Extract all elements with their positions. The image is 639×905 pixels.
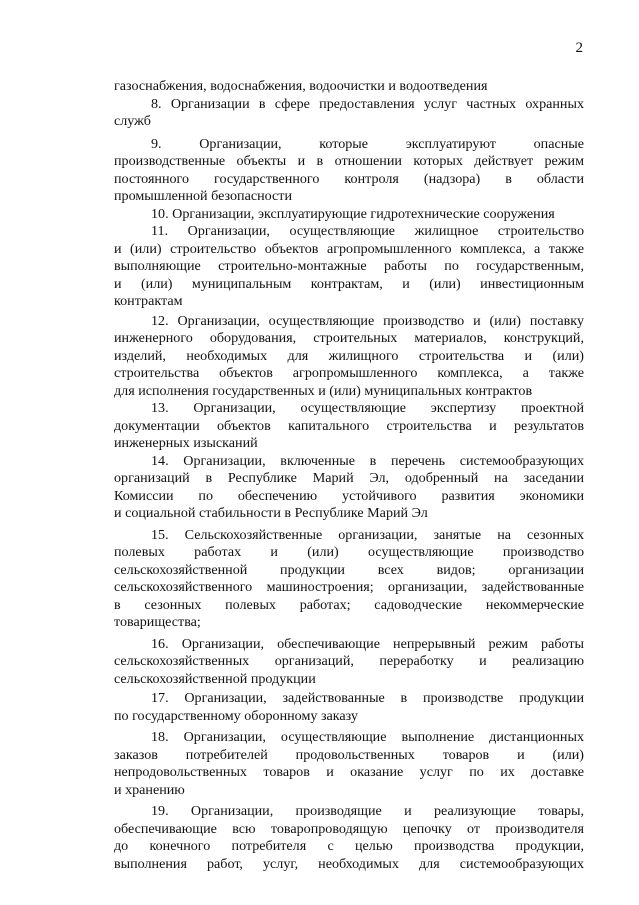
text-line: газоснабжения, водоснабжения, водоочистки и водоотведения bbox=[114, 78, 488, 94]
text-line: по государственному оборонному заказу bbox=[114, 707, 358, 724]
page-number: 2 bbox=[575, 40, 583, 56]
text-line: служб bbox=[114, 113, 151, 129]
text-line: 18. Организации, осуществляющие выполнение дистанционных bbox=[151, 729, 584, 745]
text-line: инженерных изысканий bbox=[114, 435, 258, 451]
text-line: инженерного оборудования, строительных материалов, конструкций, bbox=[114, 330, 584, 346]
text-line: 14. Организации, включенные в перечень системообразующих bbox=[151, 452, 584, 469]
text-line: и (или) строительство объектов агропромышленного комплекса, а также bbox=[114, 240, 584, 257]
text-line: 17. Организации, задействованные в производстве продукции bbox=[151, 690, 584, 706]
text-line: выполняющие строительно-монтажные работы по государственным, bbox=[114, 258, 584, 274]
text-line: товарищества; bbox=[114, 614, 201, 630]
text-line: 11. Организации, осуществляющие жилищное строительство bbox=[151, 223, 584, 239]
text-line: сельскохозяйственных организаций, переработку и реализацию bbox=[114, 653, 584, 669]
text-line: контрактам bbox=[114, 293, 183, 309]
text-line: выполнения работ, услуг, необходимых для системообразующих bbox=[114, 855, 584, 872]
text-line: 12. Организации, осуществляющие производство и (или) поставку bbox=[151, 312, 584, 329]
text-line: производственные объекты и в отношении которых действует режим bbox=[114, 153, 584, 169]
text-line: 13. Организации, осуществляющие экспертизу проектной bbox=[151, 400, 584, 416]
text-line: для исполнения государственных и (или) муниципальных контрактов bbox=[114, 382, 533, 399]
text-line: 9. Организации, которые эксплуатируют опасные bbox=[151, 135, 584, 152]
text-line: сельскохозяйственного машиностроения; организации, задействованные bbox=[114, 579, 584, 595]
text-line: 19. Организации, производящие и реализующие товары, bbox=[151, 803, 584, 819]
text-line: и хранению bbox=[114, 781, 185, 798]
text-line: 16. Организации, обеспечивающие непрерывный режим работы bbox=[151, 635, 584, 652]
text-line: 10. Организации, эксплуатирующие гидротехнические сооружения bbox=[151, 205, 555, 222]
text-line: Комиссии по обеспечению устойчивого развития экономики bbox=[114, 487, 584, 504]
text-line: обеспечивающие всю товаропроводящую цепочку от производителя bbox=[114, 820, 584, 837]
text-line: до конечного потребителя с целью производства продукции, bbox=[114, 838, 584, 854]
text-line: заказов потребителей продовольственных товаров и (или) bbox=[114, 746, 584, 763]
text-line: 15. Сельскохозяйственные организации, занятые на сезонных bbox=[151, 526, 584, 543]
text-line: непродовольственных товаров и оказание услуг по их доставке bbox=[114, 764, 584, 780]
text-line: постоянного государственного контроля (надзора) в области bbox=[114, 170, 584, 187]
text-line: документации объектов капитального строительства и результатов bbox=[114, 417, 584, 434]
text-line: полевых работах и (или) осуществляющие производство bbox=[114, 544, 584, 560]
text-line: промышленной безопасности bbox=[114, 188, 292, 204]
text-line: 8. Организации в сфере предоставления услуг частных охранных bbox=[151, 95, 584, 112]
text-line: организаций в Республике Марий Эл, одобренный на заседании bbox=[114, 470, 584, 486]
text-line: в сезонных полевых работах; садоводческие некоммерческие bbox=[114, 596, 584, 613]
text-line: изделий, необходимых для жилищного строительства и (или) bbox=[114, 347, 584, 364]
text-line: и (или) муниципальным контрактам, и (или) инвестиционным bbox=[114, 275, 584, 292]
text-line: сельскохозяйственной продукции bbox=[114, 670, 316, 687]
text-line: строительства объектов агропромышленного комплекса, а также bbox=[114, 365, 584, 381]
document-body bbox=[114, 78, 584, 873]
text-line: и социальной стабильности в Республике Марий Эл bbox=[114, 505, 428, 521]
text-line: сельскохозяйственной продукции всех видов; организации bbox=[114, 561, 584, 578]
